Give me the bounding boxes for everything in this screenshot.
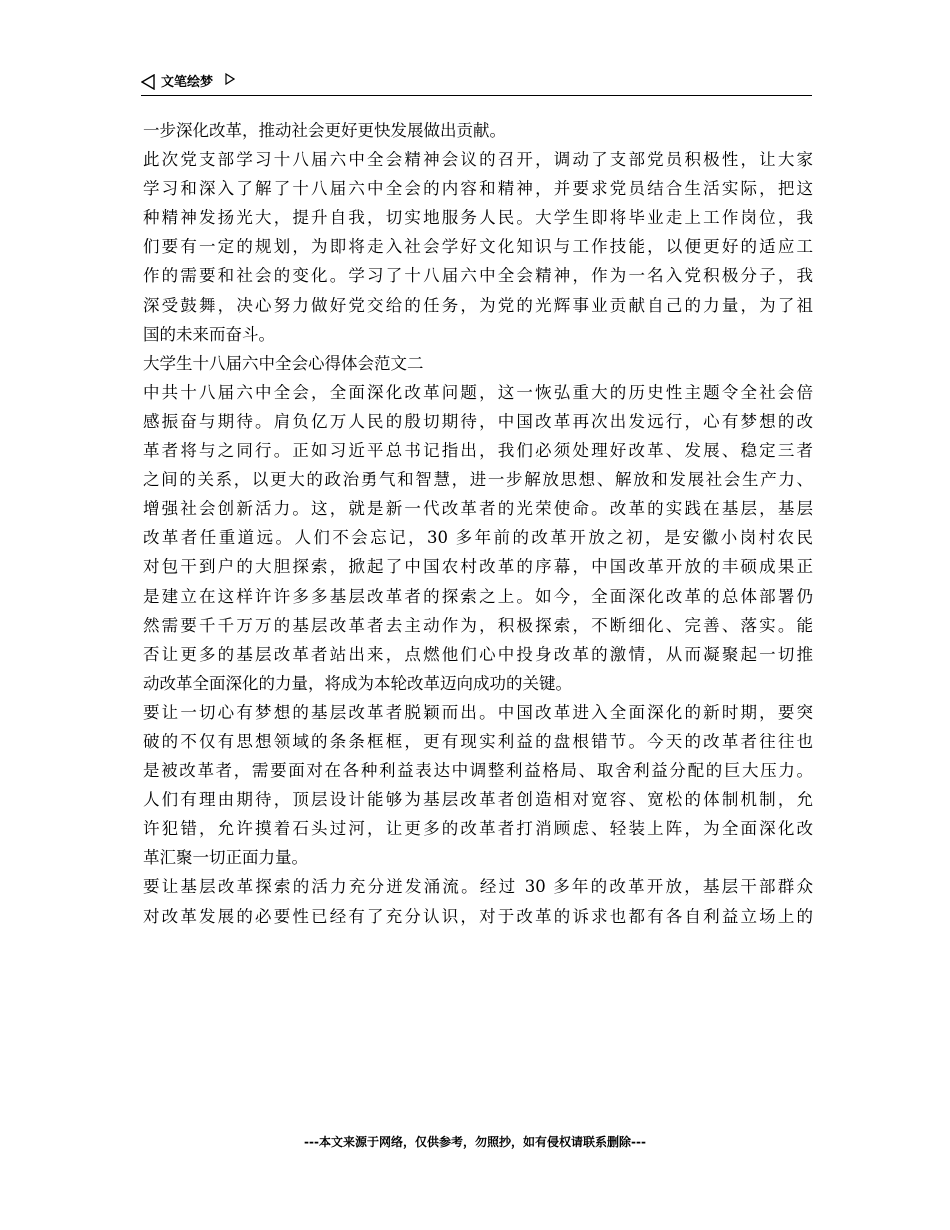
footer-disclaimer: ---本文来源于网络，仅供参考，勿照抄，如有侵权请联系删除--- <box>304 1135 646 1149</box>
paragraph-line: 对改革发展的必要性已经有了充分认识，对于改革的诉求也都有各自利益立场上的 <box>143 906 813 926</box>
paragraph-line: 动改革全面深化的力量，将成为本轮改革迈向成功的关键。 <box>143 673 572 693</box>
paragraph-line: 之间的关系，以更大的政治勇气和智慧，进一步解放思想、解放和发展社会生产力、 <box>143 470 813 490</box>
section-heading: 大学生十八届六中全会心得体会范文二 <box>143 353 424 373</box>
paragraph-line: 中共十八届六中全会，全面深化改革问题，这一恢弘重大的历史性主题令全社会倍 <box>143 382 813 402</box>
paragraph-line: 破的不仅有思想领域的条条框框，更有现实利益的盘根错节。今天的改革者往往也 <box>143 731 813 751</box>
paragraph-line: 一步深化改革，推动社会更好更快发展做出贡献。 <box>143 121 506 140</box>
triangle-right-icon <box>225 73 235 87</box>
paragraph-line: 增强社会创新活力。这，就是新一代改革者的光荣使命。改革的实践在基层，基层 <box>143 499 813 519</box>
paragraph-line: 是被改革者，需要面对在各种利益表达中调整利益格局、取舍利益分配的巨大压力。 <box>143 761 813 781</box>
paragraph-line: 此次党支部学习十八届六中全会精神会议的召开，调动了支部党员积极性，让大家 <box>143 150 813 170</box>
paragraph-line: 要让基层改革探索的活力充分迸发涌流。经过 30 多年的改革开放，基层干部群众 <box>143 877 813 897</box>
paragraph-line: 国的未来而奋斗。 <box>143 324 275 344</box>
paragraph-line: 种精神发扬光大，提升自我，切实地服务人民。大学生即将毕业走上工作岗位，我 <box>143 208 813 228</box>
paragraph-line: 要让一切心有梦想的基层改革者脱颖而出。中国改革进入全面深化的新时期，要突 <box>143 702 813 722</box>
document-body <box>143 116 813 931</box>
paragraph-line: 对包干到户的大胆探索，掀起了中国农村改革的序幕，中国改革开放的丰硕成果正 <box>143 557 813 577</box>
paragraph-line: 然需要千千万万的基层改革者去主动作为，积极探索，不断细化、完善、落实。能 <box>143 615 813 635</box>
paragraph-line: 许犯错，允许摸着石头过河，让更多的改革者打消顾虑、轻装上阵，为全面深化改 <box>143 819 813 839</box>
paragraph-line: 深受鼓舞，决心努力做好党交给的任务，为党的光辉事业贡献自己的力量，为了祖 <box>143 295 813 315</box>
paragraph-line: 感振奋与期待。肩负亿万人民的殷切期待，中国改革再次出发远行，心有梦想的改 <box>143 411 813 431</box>
paragraph-line: 人们有理由期待，顶层设计能够为基层改革者创造相对宽容、宽松的体制机制，允 <box>143 790 813 810</box>
paragraph-line: 革者将与之同行。正如习近平总书记指出，我们必须处理好改革、发展、稳定三者 <box>143 441 813 461</box>
triangle-left-icon <box>141 74 155 90</box>
paragraph-line: 是建立在这样许许多多基层改革者的探索之上。如今，全面深化改革的总体部署仍 <box>143 586 813 606</box>
paragraph-line: 学习和深入了解了十八届六中全会的内容和精神，并要求党员结合生活实际，把这 <box>143 179 813 199</box>
paragraph-line: 革汇聚一切正面力量。 <box>143 848 308 868</box>
header-title: 文笔绘梦 <box>161 75 214 90</box>
page-header <box>141 72 812 96</box>
paragraph-line: 们要有一定的规划，为即将走入社会学好文化知识与工作技能，以便更好的适应工 <box>143 237 813 257</box>
paragraph-line: 否让更多的基层改革者站出来，点燃他们心中投身改革的激情，从而凝聚起一切推 <box>143 644 813 664</box>
paragraph-line: 改革者任重道远。人们不会忘记，30 多年前的改革开放之初，是安徽小岗村农民 <box>143 528 813 548</box>
paragraph-line: 作的需要和社会的变化。学习了十八届六中全会精神，作为一名入党积极分子，我 <box>143 266 813 286</box>
